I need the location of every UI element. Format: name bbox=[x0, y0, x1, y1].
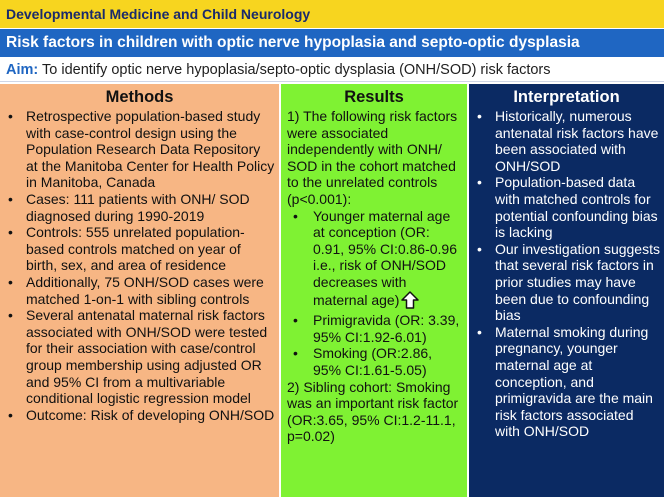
arrow-up-icon bbox=[401, 291, 419, 313]
methods-item: • Retrospective population-based study with case-control design using the Population Research Data Repository at the Manitoba Center for Health Policy in Manitoba, Canada bbox=[0, 108, 279, 191]
abstract-title: Risk factors in children with optic nerve hypoplasia and septo-optic dysplasia bbox=[0, 29, 664, 57]
aim-text: To identify optic nerve hypoplasia/septo-optic dysplasia (ONH/SOD) risk factors bbox=[38, 62, 551, 78]
methods-item: • Controls: 555 unrelated population-based controls matched on year of birth, sex, and area of residence bbox=[0, 224, 279, 274]
interpretation-heading: Interpretation bbox=[513, 88, 620, 106]
results-item-text: Younger maternal age at conception (OR: 0.91, 95% CI:0.86-0.96 i.e., risk of ONH/SOD decreases with maternal age) bbox=[313, 207, 457, 308]
interpretation-column bbox=[469, 84, 664, 497]
methods-item: • Several antenatal maternal risk factors associated with ONH/SOD were tested for their association with case/control group membership using adjusted OR and 95% CI from a multivariable conditional logistic regression model bbox=[0, 307, 279, 407]
results-heading: Results bbox=[344, 88, 404, 106]
methods-item: • Additionally, 75 ONH/SOD cases were matched 1-on-1 with sibling controls bbox=[0, 274, 279, 307]
methods-item: • Outcome: Risk of developing ONH/SOD bbox=[0, 407, 279, 424]
methods-column bbox=[0, 84, 279, 497]
results-column bbox=[281, 84, 467, 497]
results-list bbox=[287, 208, 463, 379]
interpretation-item: • Historically, numerous antenatal risk factors have been associated with ONH/SOD bbox=[469, 108, 664, 174]
results-intro: 1) The following risk factors were associated independently with ONH/ SOD in the cohort matched to the unrelated controls (p<0.001): bbox=[287, 108, 458, 207]
journal-name: Developmental Medicine and Child Neurology bbox=[0, 0, 664, 28]
results-body bbox=[281, 108, 467, 445]
methods-heading: Methods bbox=[105, 88, 174, 106]
methods-list bbox=[0, 108, 279, 423]
interpretation-item: • Our investigation suggests that several risk factors in prior studies may have been due to confounding bias bbox=[469, 241, 664, 324]
results-item: • Smoking (OR:2.86, 95% CI:1.61-5.05) bbox=[287, 345, 463, 378]
results-item: • Primigravida (OR: 3.39, 95% CI:1.92-6.01) bbox=[287, 312, 463, 345]
results-sibling: 2) Sibling cohort: Smoking was an important risk factor (OR:3.65, 95% CI:1.2-11.1, p=0.02) bbox=[287, 378, 459, 445]
methods-item: • Cases: 111 patients with ONH/ SOD diagnosed during 1990-2019 bbox=[0, 191, 279, 224]
interpretation-item: • Population-based data with matched controls for potential confounding bias is lacking bbox=[469, 174, 664, 240]
interpretation-item: • Maternal smoking during pregnancy, younger maternal age at conception, and primigravida are the main risk factors associated with ONH/SOD bbox=[469, 324, 664, 440]
results-item bbox=[287, 208, 463, 313]
aim-label: Aim: bbox=[6, 62, 39, 78]
interpretation-list bbox=[469, 108, 664, 440]
aim-statement bbox=[0, 58, 664, 82]
